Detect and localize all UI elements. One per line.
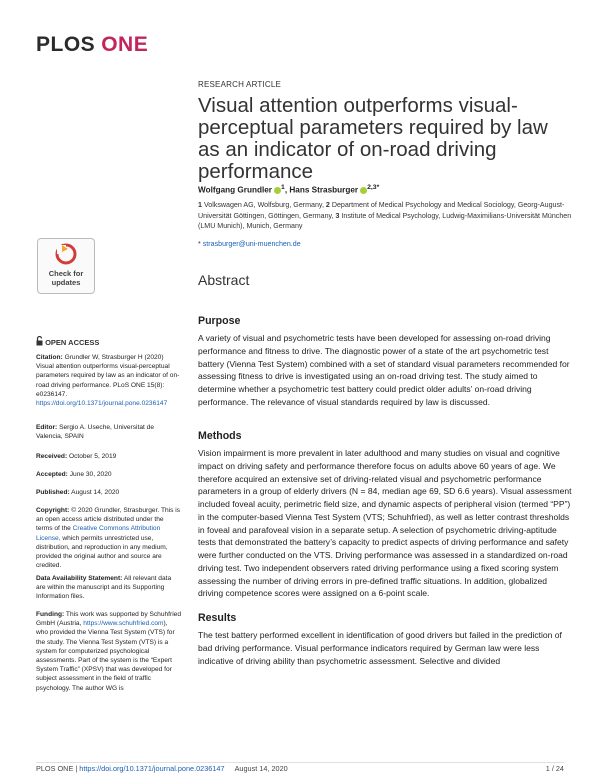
logo-one: ONE [101, 33, 149, 56]
open-access-label [36, 336, 99, 347]
author-separator: , [284, 185, 290, 195]
citation-label: Citation: [36, 354, 63, 361]
email-asterisk: * [198, 240, 201, 248]
purpose-text: A variety of visual and psychometric tests have been developed for assessing on-road driving performance and fitness to drive. The diagnostic power of a state of the art psychometric test battery (Vienna Test System) combined with a set of standard visual parameters recommended for assessing fitness to drive is investigated using an on-road driving test. The study aimed to determine whether a psychometric test battery could predict older adults’ on-road driving performance. The relevance of visual standards required by law is discussed. [198, 333, 570, 407]
methods-text: Vision impairment is more prevalent in later adulthood and many studies on visual and cognitive impact on driving safety and performance therefore focus on adults above 60 years of age. We therefore acquired an extensive set of driving-related visual and psychometric performance parameters in a group of elderly drivers (N = 84, median age 69, SD 6.6 years). Visual assessment included foveal acuity, perimetric field size, and dynamic aspects of peripheral vision (termed “PP”) in the computer-based Vienna Test System (VTS; Schuhfried), as well as letter contrast thresholds in foveal and parafoveal vision in a separate setup. A selection of psychometric driving-aptitude tests that demonstrated the battery’s capacity to predict aspects of driving performance and safety were further conducted on the VTS. Driving performance was assessed in a standardized on-road driving test. Two independent observers rated driving performance using a fixed scoring system assessing the number of driving errors in pre-defined traffic situations. In addition, globalized driving competence scores were assigned on a 6-point scale. [198, 448, 572, 599]
purpose-heading: Purpose [198, 315, 241, 327]
received-text: October 5, 2019 [69, 453, 117, 460]
affil-text: Department of Medical Psychology and Medical Sociology, Georg-August-Universität Göttingen, Göttingen, Germany, [198, 201, 565, 220]
editor-label: Editor: [36, 424, 58, 431]
published-block [36, 488, 181, 497]
copyright-label: Copyright: [36, 507, 70, 514]
published-text: August 14, 2020 [71, 489, 120, 496]
affil-num: 3 [335, 211, 340, 220]
copyright-text: © 2020 Grundler, Strasburger. This is an open access article distributed under the terms of the [36, 507, 181, 533]
affil-text: Institute of Medical Psychology, Ludwig-Maximilians-Universität München (LMU Munich), Munich, Germany [198, 211, 572, 230]
received-label: Received: [36, 453, 68, 460]
refresh-icon [53, 243, 79, 265]
author-sup: 1 [281, 184, 285, 191]
abstract-heading: Abstract [198, 272, 250, 288]
author-sup-text: 2,3 [367, 184, 377, 191]
email-address: strasburger@uni-muenchen.de [202, 240, 301, 248]
funding-text-2: ), who provided the Vienna Test System (VTS) for the study. The Vienna Test System (VTS) is a system for computerized psychological assessments. Part of the system is the “Expert System Traffic” (XPSV) that was developed for subject assessment in the field of traffic psychology. The author WG is [36, 620, 175, 692]
check-updates-text [38, 270, 94, 287]
footer-left [36, 764, 288, 773]
received-block [36, 452, 181, 461]
editor-block [36, 423, 181, 441]
logo-plos: PLOS [36, 33, 96, 56]
data-availability-block [36, 574, 181, 602]
data-availability-label: Data Availability Statement: [36, 575, 123, 582]
check-updates-line1: Check for [48, 269, 84, 278]
open-access-text: OPEN ACCESS [45, 338, 100, 347]
methods-heading: Methods [198, 430, 242, 442]
results-text: The test battery performed excellent in identification of good drivers but failed in the prediction of bad driving performance. Visual performance indicators required by German law were less indicative of driving ability than psychometric assessment. Selective and divided [198, 630, 562, 666]
license-link[interactable]: Creative Commons Attribution License, [36, 525, 161, 542]
footer-journal: PLOS ONE [36, 764, 74, 773]
accepted-text: June 30, 2020 [69, 471, 112, 478]
check-for-updates-badge[interactable] [37, 238, 95, 294]
data-availability-text: All relevant data are within the manuscript and its Supporting Information files. [36, 575, 172, 601]
orcid-icon[interactable] [274, 187, 281, 194]
copyright-block [36, 506, 181, 570]
article-type: RESEARCH ARTICLE [198, 80, 282, 89]
footer-divider [36, 762, 564, 763]
citation-block [36, 353, 181, 408]
article-title: Visual attention outperforms visual-perceptual parameters required by law as an indicator of on-road driving performance [198, 94, 548, 183]
citation-text: Grundler W, Strasburger H (2020) Visual attention outperforms visual-perceptual parameters required by law as an indicator of on-road driving performance. PLoS ONE 15(8): e0236147. [36, 354, 180, 398]
footer-sep: | [75, 764, 78, 773]
footer-doi-link[interactable]: https://doi.org/10.1371/journal.pone.0236147 [79, 764, 225, 773]
results-heading: Results [198, 612, 237, 624]
page-number: 1 / 24 [545, 764, 564, 773]
funding-block [36, 610, 181, 693]
editor-text: Sergio A. Useche, Universitat de Valencia, SPAIN [36, 424, 155, 441]
footer-date: August 14, 2020 [234, 764, 288, 773]
affiliations [198, 200, 573, 232]
accepted-block [36, 470, 181, 479]
corresponding-email[interactable] [198, 240, 301, 248]
funding-link[interactable]: https://www.schuhfried.com [83, 620, 164, 628]
author-sup [367, 184, 379, 191]
funding-text: This work was supported by Schuhfried GmbH (Austria, [36, 611, 182, 628]
funding-label: Funding: [36, 611, 65, 618]
copyright-text-2: which permits unrestricted use, distribution, and reproduction in any medium, provided the original author and source are credited. [36, 534, 168, 570]
published-label: Published: [36, 489, 70, 496]
affil-text: Volkswagen AG, Wolfsburg, Germany, [203, 201, 324, 209]
journal-logo[interactable] [36, 33, 148, 57]
corresponding-mark: * [376, 184, 380, 191]
author-name: Wolfgang Grundler [198, 185, 272, 195]
author-list [198, 184, 379, 195]
open-lock-icon [36, 336, 43, 346]
affil-num: 1 [198, 201, 202, 209]
affil-num: 2 [325, 201, 330, 209]
accepted-label: Accepted: [36, 471, 68, 478]
check-updates-line2: updates [51, 277, 81, 287]
author-name: Hans Strasburger [289, 185, 359, 195]
citation-doi-link[interactable]: https://doi.org/10.1371/journal.pone.0236147 [36, 400, 168, 408]
